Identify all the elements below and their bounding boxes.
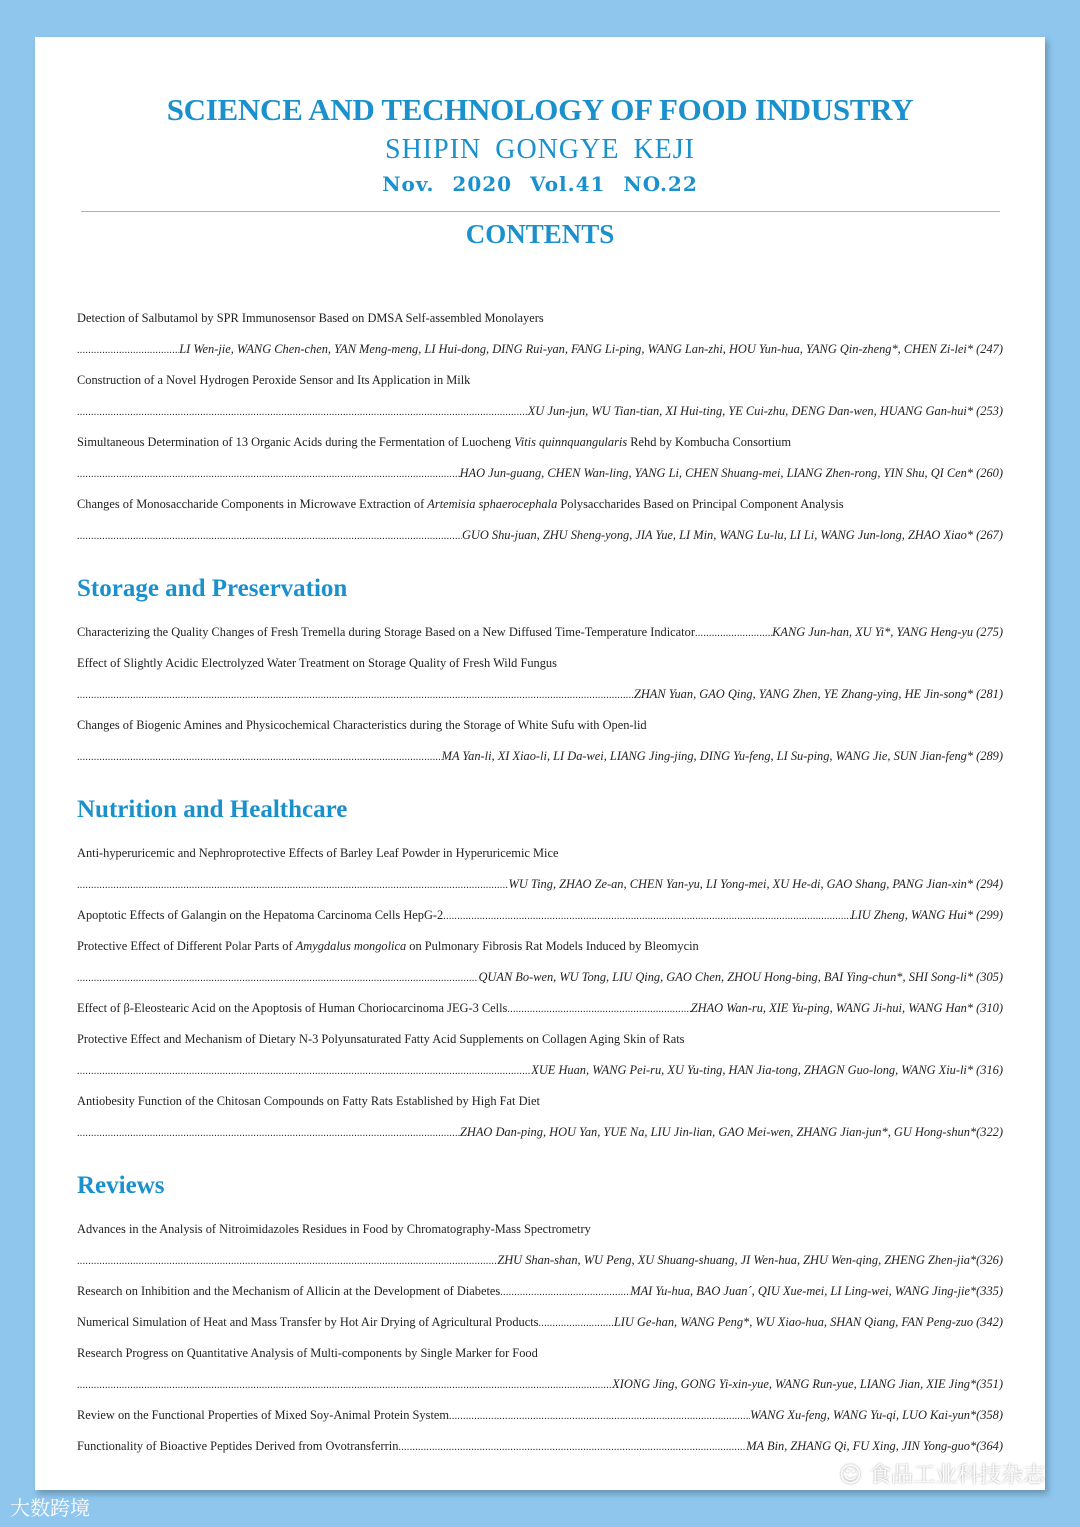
toc-entry[interactable]: [77, 1431, 1003, 1462]
toc-entry-authors-line: [77, 741, 1003, 772]
dot-leader: [77, 1369, 612, 1400]
title-text: Functionality of Bioactive Peptides Derived from Ovotransferrin: [77, 1439, 399, 1453]
article-title: [77, 1024, 685, 1055]
contents-heading: CONTENTS: [465, 219, 615, 249]
section-heading: Reviews: [77, 1172, 165, 1199]
title-text: Anti-hyperuricemic and Nephroprotective Effects of Barley Leaf Powder in Hyperuricemic Mice: [77, 846, 559, 860]
toc-entry-authors-line: [77, 1245, 1003, 1276]
title-text: Effect of Slightly Acidic Electrolyzed Water Treatment on Storage Quality of Fresh Wild Fungus: [77, 656, 557, 670]
dot-leader: [538, 1307, 613, 1338]
article-authors: XIONG Jing, GONG Yi-xin-yue, WANG Run-yue, LIANG Jian, XIE Jing*(351): [612, 1377, 1003, 1391]
article-title: [77, 1338, 538, 1369]
article-authors: XU Jun-jun, WU Tian-tian, XI Hui-ting, YE Cui-zhu, DENG Dan-wen, HUANG Gan-hui* (253): [527, 404, 1003, 418]
article-authors: ZHAO Dan-ping, HOU Yan, YUE Na, LIU Jin-lian, GAO Mei-wen, ZHANG Jian-jun*, GU Hong-shun*(322): [460, 1125, 1003, 1139]
title-text: Protective Effect and Mechanism of Dietary N-3 Polyunsaturated Fatty Acid Supplements on Collagen Aging Skin of Rats: [77, 1032, 685, 1046]
toc-entry-authors-line: [77, 1117, 1003, 1148]
header-divider: [81, 211, 1000, 212]
dot-leader: [77, 1117, 460, 1148]
wechat-watermark-text: 食品工业科技杂志: [868, 1463, 1045, 1488]
title-text: Changes of Biogenic Amines and Physicochemical Characteristics during the Storage of White Sufu with Open-lid: [77, 718, 647, 732]
toc-section: [77, 573, 1003, 772]
toc-entry-authors-line: [77, 1369, 1003, 1400]
article-authors: GUO Shu-juan, ZHU Sheng-yong, JIA Yue, LI Min, WANG Lu-lu, LI Li, WANG Jun-long, ZHAO Xiao* (267): [461, 528, 1003, 542]
article-title: [77, 1431, 398, 1462]
species-name: Vitis quinnquangularis: [514, 435, 628, 449]
article-title: [77, 1276, 500, 1307]
article-authors: MA Bin, ZHANG Qi, FU Xing, JIN Yong-guo*(364): [746, 1439, 1003, 1453]
article-authors: LIU Ge-han, WANG Peng*, WU Xiao-hua, SHAN Qiang, FAN Peng-zuo (342): [613, 1315, 1003, 1329]
article-title: [77, 1400, 449, 1431]
dot-leader: [77, 869, 509, 900]
article-title: [77, 993, 507, 1024]
toc-entry[interactable]: [77, 489, 1003, 520]
toc-entry[interactable]: [77, 1276, 1003, 1307]
toc-entry[interactable]: [77, 931, 1003, 962]
section-heading: Storage and Preservation: [77, 575, 348, 602]
article-title: [77, 648, 557, 679]
article-authors: WU Ting, ZHAO Ze-an, CHEN Yan-yu, LI Yong-mei, XU He-di, GAO Shang, PANG Jian-xin* (294): [508, 877, 1003, 891]
toc-section: [77, 794, 1003, 1148]
article-authors: LI Wen-jie, WANG Chen-chen, YAN Meng-meng, LI Hui-dong, DING Rui-yan, FANG Li-ping, WANG Lan-zhi, HOU Yun-hua, YANG Qin-zheng*, CHEN Zi-lei* (247): [179, 342, 1003, 356]
title-text: Antiobesity Function of the Chitosan Compounds on Fatty Rats Established by High Fat Diet: [77, 1094, 540, 1108]
title-text: Effect of β-Eleostearic Acid on the Apoptosis of Human Choriocarcinoma JEG-3 Cells: [77, 1001, 508, 1015]
title-text: Advances in the Analysis of Nitroimidazoles Residues in Food by Chromatography-Mass Spectrometry: [77, 1222, 591, 1236]
dot-leader: [398, 1431, 746, 1462]
title-text: Numerical Simulation of Heat and Mass Transfer by Hot Air Drying of Agricultural Products: [77, 1315, 539, 1329]
article-authors: QUAN Bo-wen, WU Tong, LIU Qing, GAO Chen, ZHOU Hong-bing, BAI Ying-chun*, SHI Song-li* (305): [478, 970, 1003, 984]
dot-leader: [77, 334, 179, 365]
article-title: [77, 1086, 540, 1117]
title-text: Construction of a Novel Hydrogen Peroxide Sensor and Its Application in Milk: [77, 373, 471, 387]
title-text: Rehd by Kombucha Consortium: [627, 435, 791, 449]
dot-leader: [500, 1276, 630, 1307]
title-text: Detection of Salbutamol by SPR Immunosensor Based on DMSA Self-assembled Monolayers: [77, 311, 544, 325]
article-authors: LIU Zheng, WANG Hui* (299): [850, 908, 1003, 922]
article-title: [77, 1214, 591, 1245]
article-title: [77, 489, 844, 520]
title-text: Simultaneous Determination of 13 Organic Acids during the Fermentation of Luocheng: [77, 435, 515, 449]
dot-leader: [507, 993, 690, 1024]
corner-watermark: 大数跨境: [10, 1496, 90, 1520]
article-title: [77, 900, 443, 931]
article-title: [77, 931, 699, 962]
article-authors: XUE Huan, WANG Pei-ru, XU Yu-ting, HAN Jia-tong, ZHAGN Guo-long, WANG Xiu-li* (316): [531, 1063, 1003, 1077]
article-title: [77, 1307, 538, 1338]
toc-entry[interactable]: [77, 993, 1003, 1024]
toc-entry-authors-line: [77, 520, 1003, 551]
article-title: [77, 710, 647, 741]
journal-page: [35, 37, 1045, 1490]
toc-entry-authors-line: [77, 334, 1003, 365]
dot-leader: [77, 679, 634, 710]
journal-title: SCIENCE AND TECHNOLOGY OF FOOD INDUSTRY: [166, 92, 914, 127]
dot-leader: [77, 396, 528, 427]
dot-leader: [77, 1245, 497, 1276]
article-authors: MAI Yu-hua, BAO Juan´, QIU Xue-mei, LI Ling-wei, WANG Jing-jie*(335): [630, 1284, 1003, 1298]
dot-leader: [77, 458, 460, 489]
article-authors: ZHU Shan-shan, WU Peng, XU Shuang-shuang, JI Wen-hua, ZHU Wen-qing, ZHENG Zhen-jia*(326): [497, 1253, 1003, 1267]
toc-section: [77, 303, 1003, 551]
article-authors: HAO Jun-guang, CHEN Wan-ling, YANG Li, CHEN Shuang-mei, LIANG Zhen-rong, YIN Shu, QI Cen* (260): [459, 466, 1003, 480]
article-title: [77, 617, 695, 648]
toc-entry-authors-line: [77, 1055, 1003, 1086]
article-authors: WANG Xu-feng, WANG Yu-qi, LUO Kai-yun*(358): [750, 1408, 1003, 1422]
toc-entry[interactable]: [77, 303, 1003, 334]
toc-entry[interactable]: [77, 427, 1003, 458]
title-text: Characterizing the Quality Changes of Fresh Tremella during Storage Based on a New Diffused Time-Temperature Indicator: [77, 625, 695, 639]
toc-entry[interactable]: [77, 1024, 1003, 1055]
article-authors: ZHAN Yuan, GAO Qing, YANG Zhen, YE Zhang-ying, HE Jin-song* (281): [633, 687, 1003, 701]
toc-entry-authors-line: [77, 679, 1003, 710]
species-name: Artemisia sphaerocephala: [427, 497, 558, 511]
toc-entry[interactable]: [77, 1214, 1003, 1245]
dot-leader: [77, 1055, 531, 1086]
dot-leader: [77, 520, 462, 551]
toc-entry[interactable]: [77, 838, 1003, 869]
toc-entry[interactable]: [77, 1338, 1003, 1369]
toc-entry[interactable]: [77, 365, 1003, 396]
title-text: Research Progress on Quantitative Analysis of Multi-components by Single Marker for Food: [77, 1346, 538, 1360]
dot-leader: [449, 1400, 750, 1431]
wechat-watermark: [839, 1464, 1045, 1488]
section-heading: Nutrition and Healthcare: [77, 796, 348, 823]
table-of-contents: [77, 303, 1003, 1462]
toc-entry-authors-line: [77, 396, 1003, 427]
toc-section: [77, 1170, 1003, 1462]
article-title: [77, 303, 544, 334]
article-authors: MA Yan-li, XI Xiao-li, LI Da-wei, LIANG Jing-jing, DING Yu-feng, LI Su-ping, WANG Jie, SUN Jian-feng* (289): [441, 749, 1003, 763]
title-text: Apoptotic Effects of Galangin on the Hepatoma Carcinoma Cells HepG-2: [77, 908, 444, 922]
title-text: Protective Effect of Different Polar Parts of: [77, 939, 296, 953]
title-text: Changes of Monosaccharide Components in Microwave Extraction of: [77, 497, 428, 511]
dot-leader: [695, 617, 772, 648]
toc-entry[interactable]: [77, 710, 1003, 741]
title-text: Review on the Functional Properties of Mixed Soy-Animal Protein System: [77, 1408, 450, 1422]
toc-entry-authors-line: [77, 962, 1003, 993]
title-text: Polysaccharides Based on Principal Component Analysis: [557, 497, 844, 511]
toc-entry[interactable]: [77, 617, 1003, 648]
toc-entry[interactable]: [77, 648, 1003, 679]
toc-entry-authors-line: [77, 869, 1003, 900]
article-authors: KANG Jun-han, XU Yi*, YANG Heng-yu (275): [772, 625, 1003, 639]
issue-info: Nov. 2020 Vol.41 NO.22: [382, 172, 698, 196]
article-title: [77, 365, 470, 396]
toc-entry[interactable]: [77, 1400, 1003, 1431]
title-text: on Pulmonary Fibrosis Rat Models Induced by Bleomycin: [406, 939, 699, 953]
species-name: Amygdalus mongolica: [295, 939, 407, 953]
dot-leader: [77, 741, 442, 772]
wechat-icon: ☺: [839, 1463, 869, 1488]
journal-pinyin-title: SHIPIN GONGYE KEJI: [385, 134, 695, 165]
dot-leader: [443, 900, 850, 931]
title-text: Research on Inhibition and the Mechanism of Allicin at the Development of Diabetes: [77, 1284, 501, 1298]
article-title: [77, 427, 791, 458]
toc-entry[interactable]: [77, 1086, 1003, 1117]
toc-entry-authors-line: [77, 458, 1003, 489]
toc-entry[interactable]: [77, 900, 1003, 931]
toc-entry[interactable]: [77, 1307, 1003, 1338]
article-title: [77, 838, 558, 869]
article-authors: ZHAO Wan-ru, XIE Yu-ping, WANG Ji-hui, WANG Han* (310): [690, 1001, 1003, 1015]
dot-leader: [77, 962, 478, 993]
